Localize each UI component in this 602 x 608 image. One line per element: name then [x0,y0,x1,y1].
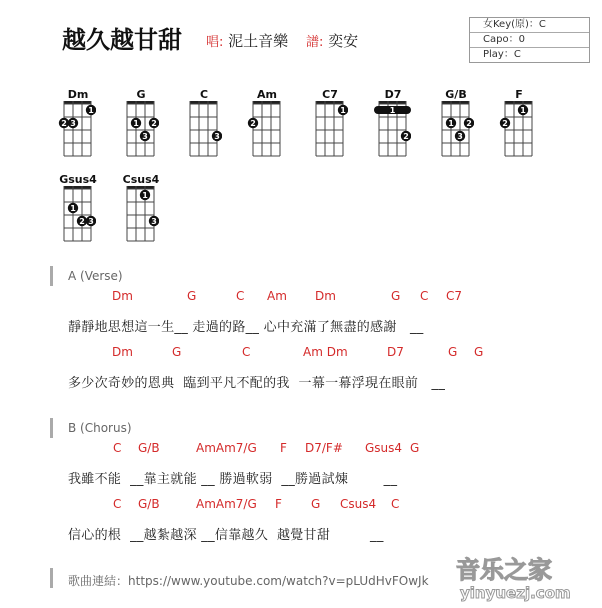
singer-name: 泥土音樂 [228,32,289,50]
chord-label: G [474,345,484,359]
chord-label: G [172,345,182,359]
chord-label: Csus4 [340,497,377,511]
site-logo [452,550,598,604]
lyric-line-a1: 靜靜地思想這一生__ 走過的路__ 心中充滿了無盡的感謝 __ [68,320,424,335]
chord-label: G/B [138,441,160,455]
finger-number: 2 [79,217,85,226]
finger-number: 1 [448,119,454,128]
section-a-bar [50,266,53,286]
arranger-name: 奕安 [328,32,359,50]
chord-line-b1 [0,441,602,457]
chord-label: F [280,441,287,455]
chord-label: D7 [387,345,404,359]
chord-fretboard [115,100,159,160]
chord-fretboard [367,100,411,160]
chord-label: Gsus4 [365,441,403,455]
key-info-box [469,17,590,63]
finger-number: 1 [88,106,94,115]
chord-label: G [410,441,420,455]
chord-label: C [113,441,122,455]
chord-label: F [275,497,282,511]
lyric-line-b1: 我雖不能 __靠主就能 __ 勝過軟弱 __勝過試煉 __ [68,472,398,487]
key-row: 女Key(原)：C [470,18,589,33]
song-link-label: 歌曲連結： [68,574,129,588]
chord-label: C7 [446,289,463,303]
singer-info [206,30,288,51]
chord-line-a2 [0,345,602,361]
arranger-label: 譜: [306,35,324,50]
section-a-label: A (Verse) [68,269,123,283]
logo-subtext: yinyuezj.com [460,584,571,602]
finger-number: 1 [70,204,76,213]
finger-number: 3 [88,217,94,226]
chord-fretboard [430,100,474,160]
chord-diagram-name: G/B [445,88,467,101]
song-link[interactable] [68,572,429,589]
chord-label: G/B [138,497,160,511]
chord-fretboard [52,185,96,245]
section-b-bar [50,418,53,438]
chord-label: C [113,497,122,511]
finger-number: 1 [520,106,526,115]
chord-label: G [448,345,458,359]
play-row: Play：C [483,49,521,60]
chord-label: G [311,497,321,511]
chord-diagram-name: G [136,88,146,101]
chord-label: Dm [315,289,336,303]
chord-diagram-name: F [515,88,523,101]
chord-diagram-name: C [199,88,209,101]
logo-text: 音乐之家 [456,556,552,584]
chord-label: G [391,289,401,303]
finger-number: 2 [61,119,67,128]
chord-line-b2 [0,497,602,513]
chord-diagram-name: Gsus4 [59,173,97,186]
finger-number: 1 [340,106,346,115]
chord-fretboard [178,100,222,160]
finger-number: 2 [250,119,256,128]
finger-number: 2 [466,119,472,128]
finger-number: 1 [142,191,148,200]
section-b-label: B (Chorus) [68,421,132,435]
finger-number: 3 [70,119,76,128]
chord-fretboard [493,100,537,160]
chord-label: C [420,289,429,303]
finger-number: 3 [214,132,220,141]
chord-label: AmAm7/G [196,497,257,511]
finger-number: 2 [403,132,409,141]
finger-number: 2 [151,119,157,128]
singer-label: 唱: [206,35,224,50]
chord-fretboard [241,100,285,160]
chord-diagram-name: D7 [384,88,402,101]
chord-diagram-name: Csus4 [122,173,160,186]
chord-line-a1 [0,289,602,305]
capo-row: Capo：0 [470,33,589,48]
logo-watermark-graphic [452,550,598,604]
finger-number: 1 [133,119,139,128]
lyric-line-b2: 信心的根 __越紮越深 __信靠越久 越覺甘甜 __ [68,528,384,543]
song-link-url[interactable]: https://www.youtube.com/watch?v=pLUdHvFOwJk [128,574,429,588]
chord-diagram-name: Am [257,88,277,101]
arranger-info [306,30,358,51]
song-title: 越久越甘甜 [62,26,182,54]
chord-label: Dm [112,289,133,303]
chord-fretboard [115,185,159,245]
finger-number: 3 [142,132,148,141]
footer-bar [50,568,53,588]
chord-label: C [391,497,400,511]
chord-label: C [236,289,245,303]
chord-diagram-name: Dm [67,88,89,101]
chord-diagram-name: C7 [322,88,338,101]
lyric-line-a2: 多少次奇妙的恩典 臨到平凡不配的我 一幕一幕浮現在眼前 __ [68,376,446,391]
chord-label: Am [267,289,287,303]
chord-label: Dm [112,345,133,359]
barre-finger-number: 1 [389,106,396,115]
chord-fretboard [52,100,96,160]
chord-label: G [187,289,197,303]
finger-number: 2 [502,119,508,128]
finger-number: 3 [457,132,463,141]
chord-label: C [242,345,251,359]
chord-label: Am Dm [303,345,348,359]
chord-fretboard [304,100,348,160]
chord-label: D7/F# [305,441,343,455]
chord-label: AmAm7/G [196,441,257,455]
finger-number: 3 [151,217,157,226]
